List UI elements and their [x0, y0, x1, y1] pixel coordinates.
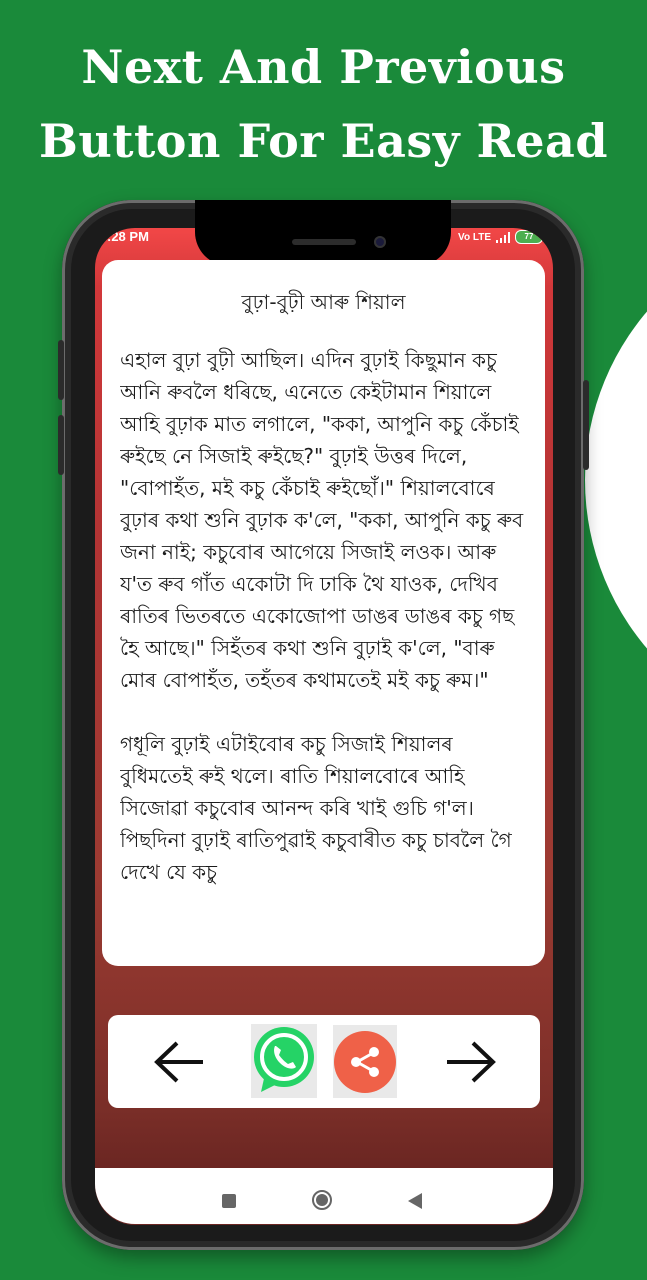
status-time: :28 PM [107, 229, 149, 244]
home-icon[interactable] [312, 1190, 332, 1210]
front-camera-icon [374, 236, 386, 248]
story-title: বুঢ়া-বুঢ়ী আৰু শিয়াল [241, 290, 406, 314]
previous-button[interactable] [146, 1027, 212, 1097]
volume-button-2 [58, 415, 64, 475]
whatsapp-icon [251, 1024, 317, 1098]
reader-toolbar [108, 1015, 540, 1108]
share-icon [346, 1043, 384, 1081]
story-card[interactable] [102, 260, 545, 966]
earpiece-speaker [292, 239, 356, 245]
volume-button [58, 340, 64, 400]
headline-line-1: Next And Previous [81, 40, 566, 94]
story-body[interactable] [120, 344, 530, 942]
headline-line-2: Button For Easy Read [38, 114, 608, 168]
camera-notch [195, 200, 451, 266]
power-button [583, 380, 589, 470]
whatsapp-button[interactable] [251, 1024, 317, 1098]
promo-headline [0, 30, 647, 178]
decorative-circle [585, 220, 647, 740]
share-icon-circle [334, 1031, 396, 1093]
recent-apps-icon[interactable] [222, 1194, 236, 1208]
back-icon[interactable] [408, 1193, 422, 1209]
next-button[interactable] [438, 1027, 504, 1097]
status-icons [458, 230, 543, 244]
arrow-left-icon [153, 1040, 205, 1084]
story-paragraph: গধূলি বুঢ়াই এটাইবোৰ কচু সিজাই শিয়ালৰ বুধিমতেই ৰুই থলে। ৰাতি শিয়ালবোৰে আহি সিজোৱা কচুবোৰ আনন্দ কৰি খাই গুচি গ'ল। পিছদিনা বুঢ়াই ৰাতিপুৱাই কচুবাৰীত কচু চাবলৈ গৈ দেখে যে কচু [120, 732, 512, 884]
story-paragraph: এহাল বুঢ়া বুঢ়ী আছিল। এদিন বুঢ়াই কিছুমান কচু আনি ৰুবলৈ ধৰিছে, এনেতে কেইটামান শিয়ালে আহি বুঢ়াক মাত লগালে, "ককা, আপুনি কচু কেঁচাই ৰুইছে নে সিজাই ৰুইছে?" বুঢ়াই উত্তৰ দিলে, "বোপাহঁত, মই কচু কেঁচাই ৰুইছোঁ।" শিয়ালবোৰে বুঢ়াৰ কথা শুনি বুঢ়াক ক'লে, "ককা, আপুনি কচু ৰুব জনা নাই; কচুবোৰ আগেয়ে সিজাই লওক। আৰু য'ত ৰুব গাঁত একোটা দি ঢাকি থৈ যাওক, দেখিব ৰাতিৰ ভিতৰতে একোজোপা ডাঙৰ ডাঙৰ কচু গছ হৈ আছে।" সিহঁতৰ কথা শুনি বুঢ়াই ক'লে, "বাৰু মোৰ বোপাহঁত, তহঁতৰ কথামতেই মই কচু ৰুম।" [120, 348, 524, 692]
signal-icon [496, 232, 510, 243]
share-button[interactable] [333, 1025, 397, 1098]
battery-icon: 77 [515, 230, 543, 244]
arrow-right-icon [445, 1040, 497, 1084]
network-label: Vo LTE [458, 231, 491, 243]
